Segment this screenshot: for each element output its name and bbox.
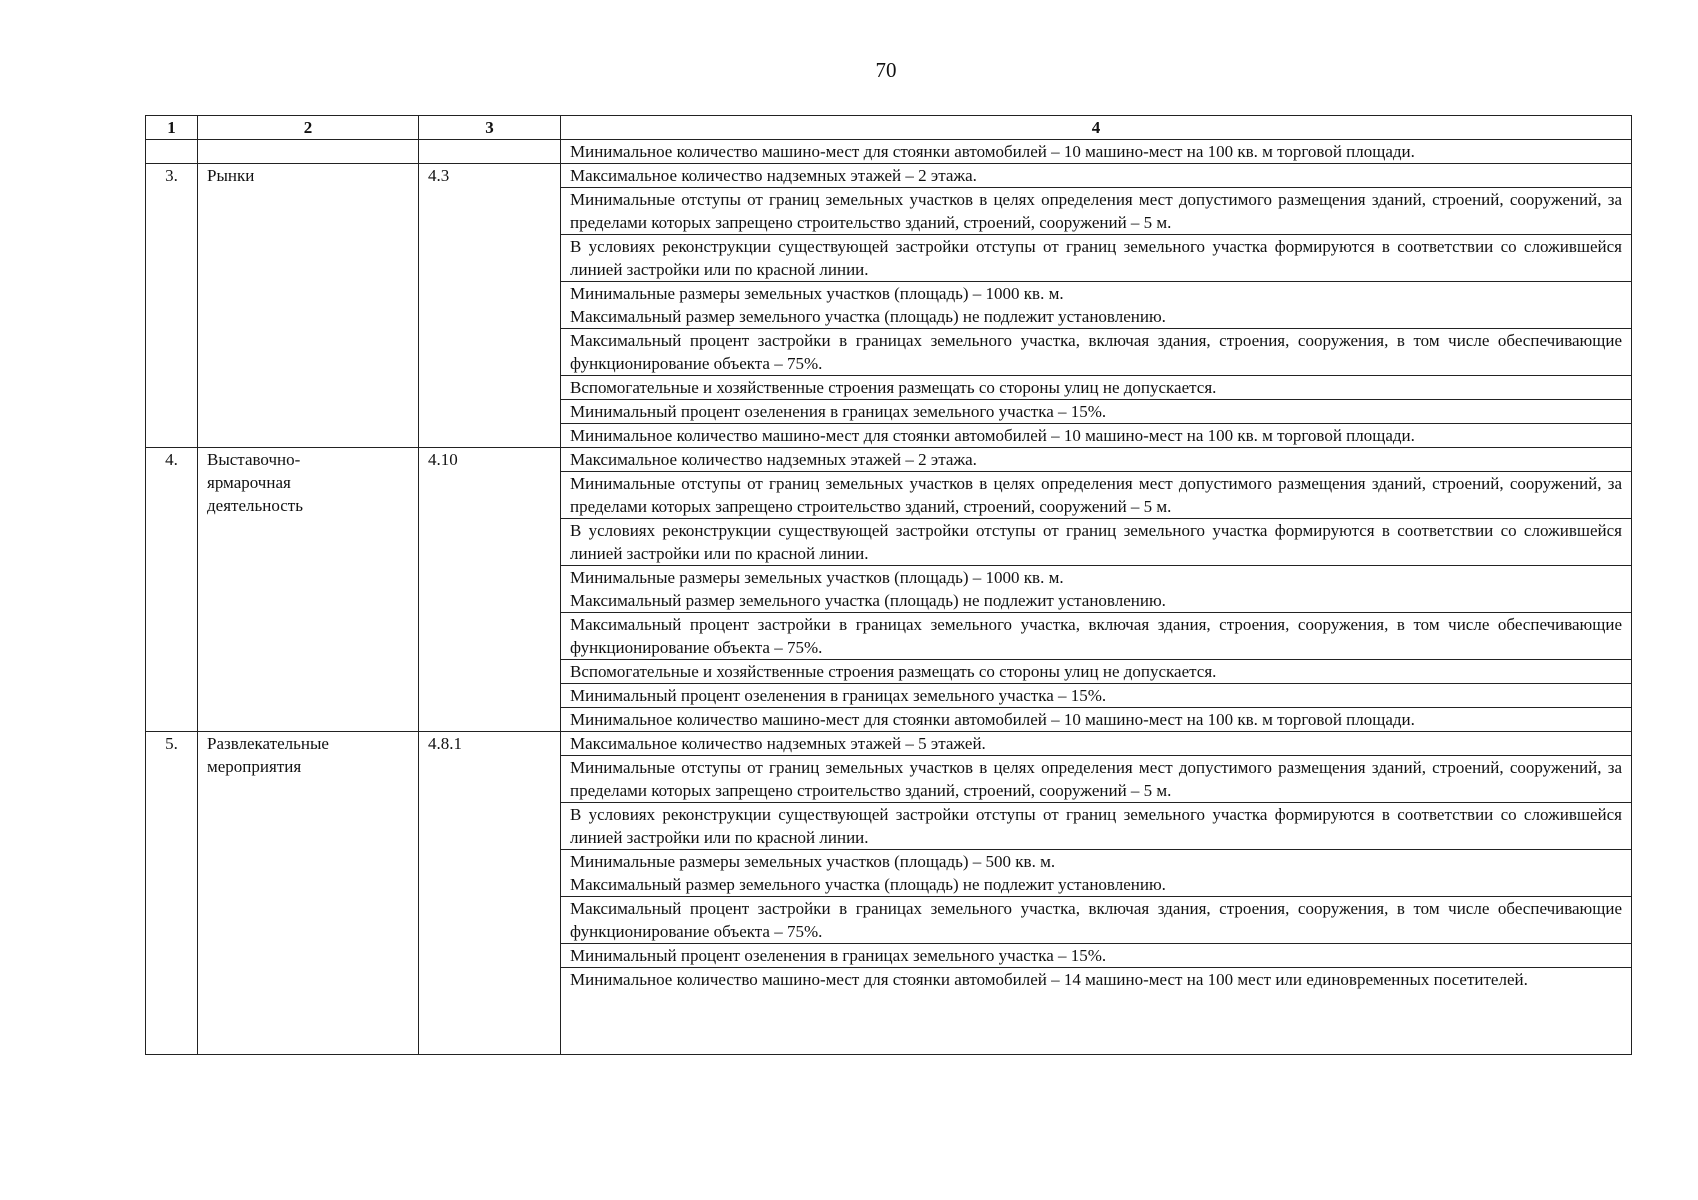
- parameter-cell: Максимальный процент застройки в границах земельного участка, включая здания, строения, сооружения, в том числе обеспечивающие функционирование объекта – 75%.: [561, 897, 1632, 944]
- parameter-cell: Вспомогательные и хозяйственные строения размещать со стороны улиц не допускается.: [561, 376, 1632, 400]
- parameter-cell: Минимальное количество машино-мест для стоянки автомобилей – 10 машино-мест на 100 кв. м торговой площади.: [561, 140, 1632, 164]
- parameter-cell: Минимальное количество машино-мест для стоянки автомобилей – 10 машино-мест на 100 кв. м торговой площади.: [561, 708, 1632, 732]
- parameter-cell: Минимальный процент озеленения в границах земельного участка – 15%.: [561, 400, 1632, 424]
- parameter-cell: Минимальный процент озеленения в границах земельного участка – 15%.: [561, 944, 1632, 968]
- regulations-table: [145, 115, 1632, 1055]
- parameter-cell: Минимальный процент озеленения в границах земельного участка – 15%.: [561, 684, 1632, 708]
- parameter-cell: В условиях реконструкции существующей застройки отступы от границ земельного участка формируются в соответствии со сложившейся линией застройки или по красной линии.: [561, 235, 1632, 282]
- table-row: [146, 448, 1632, 472]
- parameter-cell: Минимальные отступы от границ земельных участков в целях определения мест допустимого размещения зданий, строений, сооружений, за пределами которых запрещено строительство зданий, строений, сооружений – 5 м.: [561, 472, 1632, 519]
- parameter-cell: В условиях реконструкции существующей застройки отступы от границ земельного участка формируются в соответствии со сложившейся линией застройки или по красной линии.: [561, 519, 1632, 566]
- use-type-code-cell: 4.10: [419, 448, 561, 732]
- parameter-cell: Максимальный процент застройки в границах земельного участка, включая здания, строения, сооружения, в том числе обеспечивающие функционирование объекта – 75%.: [561, 329, 1632, 376]
- use-type-code-cell: 4.8.1: [419, 732, 561, 1055]
- parameter-cell: Максимальное количество надземных этажей – 2 этажа.: [561, 164, 1632, 188]
- parameter-cell: Минимальное количество машино-мест для стоянки автомобилей – 10 машино-мест на 100 кв. м торговой площади.: [561, 424, 1632, 448]
- parameter-cell: Максимальный процент застройки в границах земельного участка, включая здания, строения, сооружения, в том числе обеспечивающие функционирование объекта – 75%.: [561, 613, 1632, 660]
- table-body: [146, 140, 1632, 1055]
- row-number-cell: 5.: [146, 732, 198, 1055]
- column-header: 3: [419, 116, 561, 140]
- empty-cell: [146, 140, 198, 164]
- column-header: 1: [146, 116, 198, 140]
- table-row: [146, 164, 1632, 188]
- row-number-cell: 3.: [146, 164, 198, 448]
- parameter-cell: Максимальное количество надземных этажей – 2 этажа.: [561, 448, 1632, 472]
- parameter-cell: Максимальное количество надземных этажей – 5 этажей.: [561, 732, 1632, 756]
- parameter-cell: Вспомогательные и хозяйственные строения размещать со стороны улиц не допускается.: [561, 660, 1632, 684]
- use-type-name-cell: Развлекательные мероприятия: [198, 732, 419, 1055]
- parameter-cell: Минимальные размеры земельных участков (площадь) – 1000 кв. м. Максимальный размер земельного участка (площадь) не подлежит установлению.: [561, 566, 1632, 613]
- empty-cell: [419, 140, 561, 164]
- use-type-name-cell: Рынки: [198, 164, 419, 448]
- parameter-cell: Минимальное количество машино-мест для стоянки автомобилей – 14 машино-мест на 100 мест или единовременных посетителей.: [561, 968, 1632, 1055]
- table-row: [146, 732, 1632, 756]
- parameter-cell: В условиях реконструкции существующей застройки отступы от границ земельного участка формируются в соответствии со сложившейся линией застройки или по красной линии.: [561, 803, 1632, 850]
- carry-over-row: [146, 140, 1632, 164]
- parameter-cell: Минимальные размеры земельных участков (площадь) – 1000 кв. м. Максимальный размер земельного участка (площадь) не подлежит установлению.: [561, 282, 1632, 329]
- empty-cell: [198, 140, 419, 164]
- row-number-cell: 4.: [146, 448, 198, 732]
- page-number: 70: [875, 58, 897, 82]
- header-row: [146, 116, 1632, 140]
- parameter-cell: Минимальные отступы от границ земельных участков в целях определения мест допустимого размещения зданий, строений, сооружений, за пределами которых запрещено строительство зданий, строений, сооружений – 5 м.: [561, 188, 1632, 235]
- column-header: 4: [561, 116, 1632, 140]
- column-header: 2: [198, 116, 419, 140]
- use-type-name-cell: Выставочно- ярмарочная деятельность: [198, 448, 419, 732]
- use-type-code-cell: 4.3: [419, 164, 561, 448]
- parameter-cell: Минимальные размеры земельных участков (площадь) – 500 кв. м. Максимальный размер земельного участка (площадь) не подлежит установлению.: [561, 850, 1632, 897]
- parameter-cell: Минимальные отступы от границ земельных участков в целях определения мест допустимого размещения зданий, строений, сооружений, за пределами которых запрещено строительство зданий, строений, сооружений – 5 м.: [561, 756, 1632, 803]
